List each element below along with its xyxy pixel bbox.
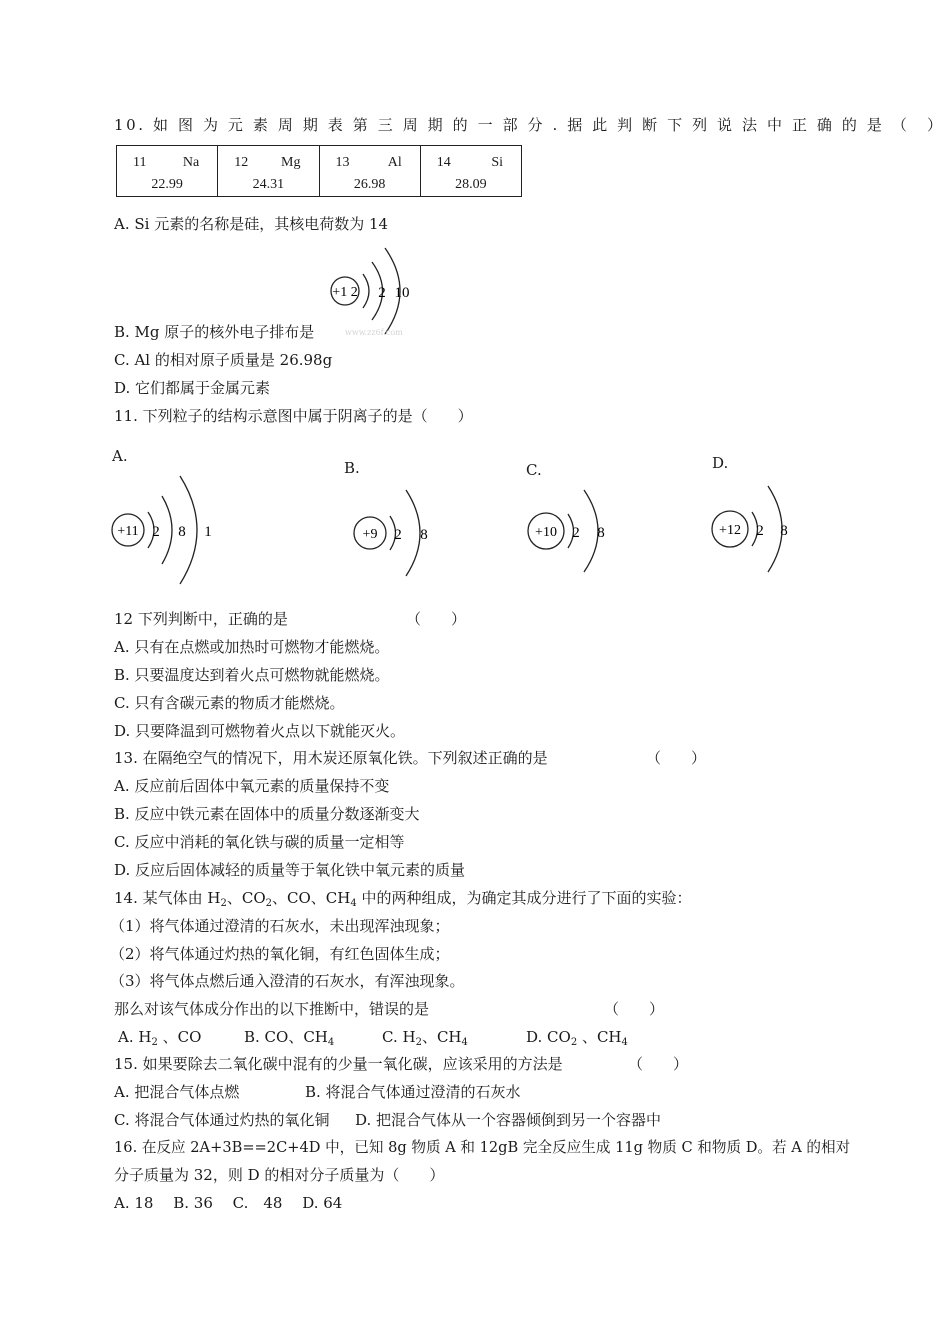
q13-stem: 13. 在隔绝空气的情况下，用木炭还原氧化铁。下列叙述正确的是 — [114, 749, 548, 767]
q14-option-d: D. $CO_2$ 、$CH_4$ — [526, 1028, 628, 1048]
q11-option-b-label: B. — [344, 459, 360, 477]
nucleus-charge: +10 — [535, 525, 557, 540]
atomic-mass: 26.98 — [353, 177, 386, 192]
q12-option-b: B. 只要温度达到着火点可燃物就能燃烧。 — [114, 666, 390, 684]
shell-electrons: 2 — [378, 285, 386, 301]
periodic-table-fragment — [116, 145, 522, 197]
q11-stem: 11. 下列粒子的结构示意图中属于阴离子的是（ ） — [114, 407, 473, 425]
q15-option-c: C. 将混合气体通过灼热的氧化铜 — [114, 1111, 330, 1129]
ne-atom-diagram — [522, 484, 612, 584]
atomic-number: 14 — [436, 155, 451, 170]
q12-answer-paren: （ ） — [406, 610, 467, 628]
q10-option-b: B. Mg 原子的核外电子排布是 — [114, 323, 315, 341]
mg-atom-structure-diagram — [325, 242, 425, 342]
atomic-number: 13 — [335, 155, 350, 170]
q14-option-c: C. $H_2$、$CH_4$ — [382, 1028, 468, 1048]
element-cell-al — [320, 146, 421, 196]
q16-stem-line1: 16. 在反应 2A+3B==2C+4D 中，已知 8g 物质 A 和 12gB 完全反应生成 11g 物质 C 和物质 D。若 A 的相对 — [114, 1139, 851, 1156]
q14-option-b: B. CO、$CH_4$ — [244, 1028, 335, 1048]
element-symbol: Si — [491, 155, 503, 170]
q13-option-b: B. 反应中铁元素在固体中的质量分数逐渐变大 — [114, 805, 420, 823]
element-cell-mg — [218, 146, 319, 196]
f-ion-diagram — [348, 484, 438, 584]
shell-electrons: 8 — [420, 527, 428, 543]
atomic-number: 11 — [133, 155, 147, 170]
atomic-mass: 28.09 — [455, 177, 487, 192]
q13-answer-paren: （ ） — [646, 749, 707, 767]
shell-electrons: 2 — [756, 523, 764, 539]
q14-question: 那么对该气体成分作出的以下推断中，错误的是 — [114, 1000, 430, 1018]
q15-answer-paren: （ ） — [628, 1055, 689, 1073]
q12-option-d: D. 只要降温到可燃物着火点以下就能灭火。 — [114, 722, 406, 740]
q16-stem-line2: 分子质量为 32，则 D 的相对分子质量为（ ） — [114, 1166, 445, 1184]
q10-stem: 10. 如 图 为 元 素 周 期 表 第 三 周 期 的 一 部 分 . 据 此 判 断 下 列 说 法 中 正 确 的 是 （ ） — [114, 116, 945, 134]
q15-option-b: B. 将混合气体通过澄清的石灰水 — [305, 1083, 521, 1101]
q16-options: A. 18 B. 36 C. 48 D. 64 — [114, 1194, 343, 1212]
nucleus-charge: +9 — [362, 527, 378, 542]
element-symbol: Mg — [281, 155, 301, 170]
mg-ion-diagram — [706, 480, 796, 580]
q14-step-1: （1）将气体通过澄清的石灰水，未出现浑浊现象； — [110, 917, 450, 935]
q12-stem: 12 下列判断中，正确的是 — [114, 610, 288, 628]
q14-option-a: A. $H_2$ 、CO — [118, 1028, 202, 1048]
shell-arc-1 — [363, 274, 369, 308]
q11-option-a-label: A. — [112, 447, 128, 465]
na-atom-diagram — [106, 470, 218, 590]
q11-option-c-label: C. — [526, 461, 542, 479]
element-cell-na — [117, 146, 218, 196]
shell-electrons: 2 — [152, 524, 160, 540]
element-symbol: Na — [182, 155, 200, 170]
shell-electrons: 8 — [178, 524, 186, 540]
nucleus-charge: +1 2 — [332, 285, 358, 300]
element-cell-si — [421, 146, 521, 196]
q14-answer-paren: （ ） — [604, 1000, 665, 1018]
q13-option-a: A. 反应前后固体中氧元素的质量保持不变 — [114, 777, 390, 795]
atomic-mass: 24.31 — [252, 177, 285, 192]
atomic-mass: 22.99 — [151, 177, 183, 192]
nucleus-charge: +12 — [719, 523, 741, 538]
q15-option-a: A. 把混合气体点燃 — [114, 1083, 240, 1101]
shell-electrons: 8 — [780, 523, 788, 539]
q10-option-d: D. 它们都属于金属元素 — [114, 379, 271, 397]
q13-option-d: D. 反应后固体减轻的质量等于氧化铁中氧元素的质量 — [114, 861, 466, 879]
shell-electrons: 2 — [394, 527, 402, 543]
q12-option-a: A. 只有在点燃或加热时可燃物才能燃烧。 — [114, 638, 390, 656]
q10-option-c: C. Al 的相对原子质量是 26.98g — [114, 351, 333, 369]
watermark-text: www.zz6f.com — [345, 328, 403, 337]
element-symbol: Al — [387, 155, 402, 170]
q10-option-a: A. Si 元素的名称是硅，其核电荷数为 14 — [114, 215, 389, 233]
q14-step-3: （3）将气体点燃后通入澄清的石灰水，有浑浊现象。 — [110, 972, 465, 990]
q11-option-d-label: D. — [712, 454, 729, 472]
nucleus-charge: +11 — [117, 524, 139, 539]
shell-electrons: 1 — [204, 524, 212, 540]
shell-electrons: 10 — [394, 285, 410, 301]
q15-option-d: D. 把混合气体从一个容器倾倒到另一个容器中 — [355, 1111, 662, 1129]
q12-option-c: C. 只有含碳元素的物质才能燃烧。 — [114, 694, 345, 712]
q14-step-2: （2）将气体通过灼热的氧化铜，有红色固体生成； — [110, 945, 450, 963]
q14-stem: 14. 某气体由 $H_2$、$CO_2$、CO、$CH_4$ 中的两种组成，为确定其成分进行了下面的实验： — [114, 889, 692, 909]
shell-electrons: 8 — [597, 525, 605, 541]
shell-electrons: 2 — [572, 525, 580, 541]
q13-option-c: C. 反应中消耗的氧化铁与碳的质量一定相等 — [114, 833, 405, 851]
q15-stem: 15. 如果要除去二氧化碳中混有的少量一氧化碳，应该采用的方法是 — [114, 1055, 563, 1073]
atomic-number: 12 — [234, 155, 249, 170]
